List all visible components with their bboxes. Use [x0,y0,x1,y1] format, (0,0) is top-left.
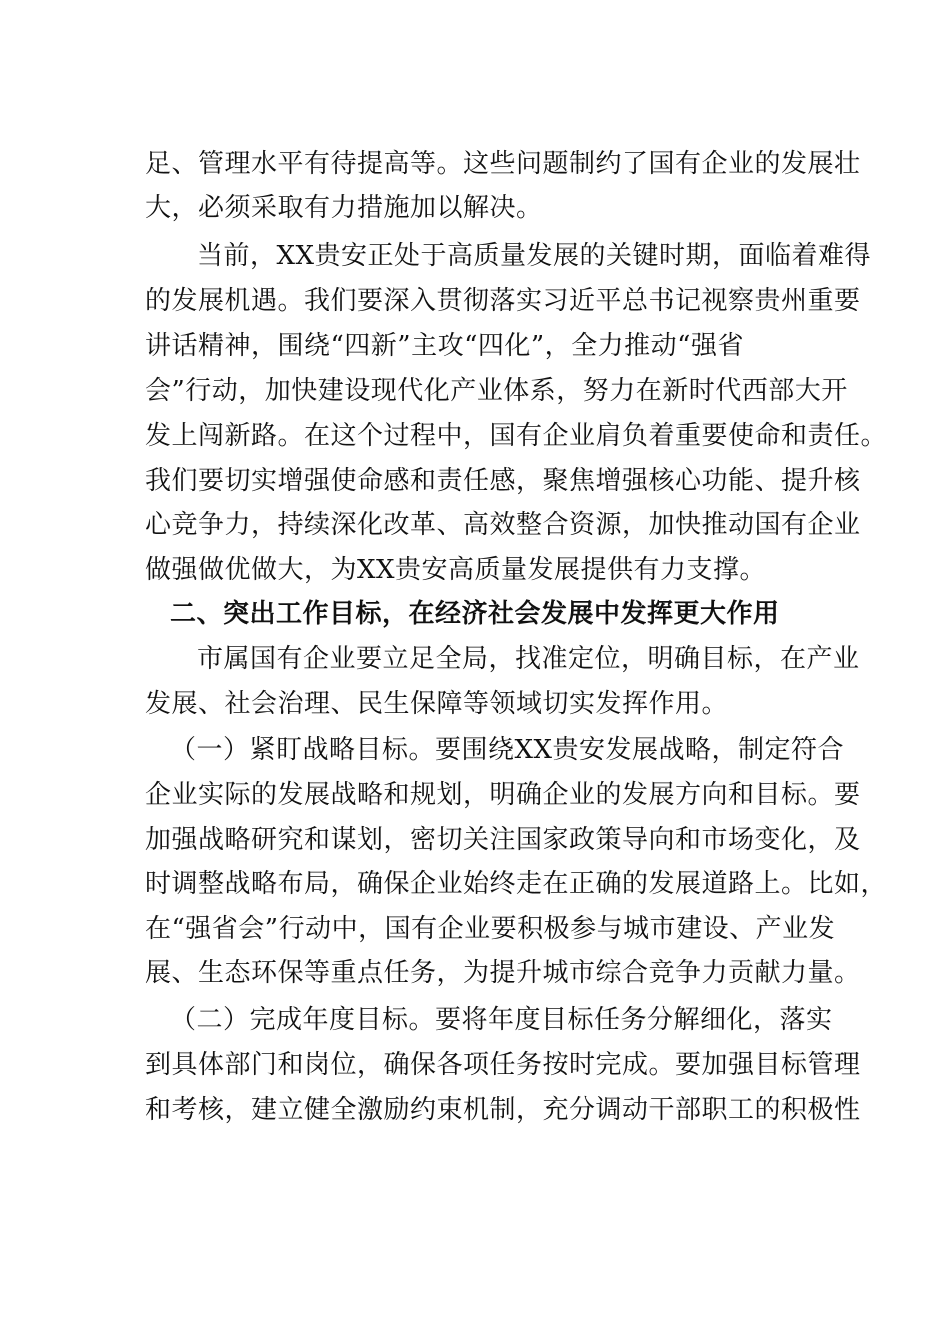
body-text-line: 到具体部门和岗位，确保各项任务按时完成。要加强目标管理 [145,1050,861,1080]
body-text-line: 大，必须采取有力措施加以解决。 [145,193,543,223]
body-text-line: 加强战略研究和谋划，密切关注国家政策导向和市场变化，及 [145,825,861,855]
body-text-line: 在“强省会”行动中，国有企业要积极参与城市建设、产业发 [145,914,836,944]
subsection-first-line: （二）完成年度目标。要将年度目标任务分解细化，落实 [170,1005,833,1035]
body-text-line: 时调整战略布局，确保企业始终走在正确的发展道路上。比如， [145,869,888,899]
body-text-line: 发展、社会治理、民生保障等领域切实发挥作用。 [145,689,729,719]
body-text-line: 讲话精神，围绕“四新”主攻“四化”，全力推动“强省 [145,331,744,361]
body-text-line: 做强做优做大，为XX贵安高质量发展提供有力支撑。 [145,555,767,585]
paragraph-first-line: 市属国有企业要立足全局，找准定位，明确目标，在产业 [197,644,860,674]
body-text-line: 心竞争力，持续深化改革、高效整合资源，加快推动国有企业 [145,510,861,540]
body-text-line: 展、生态环保等重点任务，为提升城市综合竞争力贡献力量。 [145,958,861,988]
subsection-first-line: （一）紧盯战略目标。要围绕XX贵安发展战略，制定符合 [170,735,845,765]
paragraph-first-line: 当前，XX贵安正处于高质量发展的关键时期，面临着难得 [197,241,872,271]
body-text-line: 会”行动，加快建设现代化产业体系，努力在新时代西部大开 [145,376,848,406]
body-text-line: 我们要切实增强使命感和责任感，聚焦增强核心功能、提升核 [145,466,861,496]
body-text-line: 足、管理水平有待提高等。这些问题制约了国有企业的发展壮 [145,149,861,179]
body-text-line: 和考核，建立健全激励约束机制，充分调动干部职工的积极性 [145,1095,861,1125]
body-text-line: 发上闯新路。在这个过程中，国有企业肩负着重要使命和责任。 [145,421,888,451]
body-text-line: 的发展机遇。我们要深入贯彻落实习近平总书记视察贵州重要 [145,286,861,316]
section-heading: 二、突出工作目标，在经济社会发展中发挥更大作用 [170,599,780,629]
body-text-line: 企业实际的发展战略和规划，明确企业的发展方向和目标。要 [145,780,861,810]
